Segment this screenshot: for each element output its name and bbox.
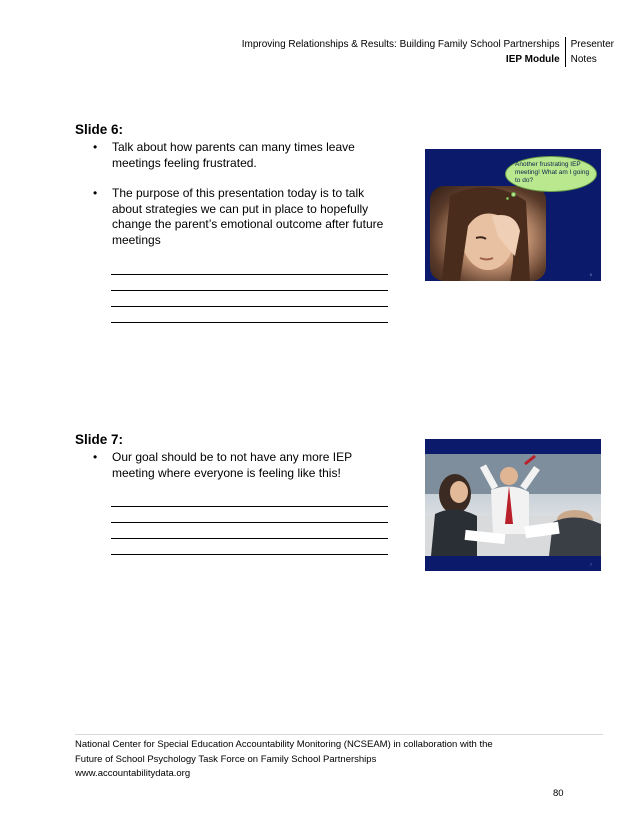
slide-6-title: Slide 6: bbox=[75, 122, 124, 137]
header-section-block bbox=[566, 37, 614, 67]
slide-6-bullet: • Talk about how parents can many times leave meetings feeling frustrated. bbox=[93, 140, 393, 171]
header-title: Improving Relationships & Results: Building Family School Partnerships bbox=[241, 39, 560, 50]
note-line bbox=[111, 491, 388, 507]
slide-7-title: Slide 7: bbox=[75, 432, 124, 447]
thought-bubble: Another frustrating IEP meeting! What am I going to do? bbox=[505, 156, 597, 192]
page-number: 80 bbox=[553, 788, 564, 799]
header-notes: Notes bbox=[570, 54, 597, 65]
footer-line-1: National Center for Special Education Accountability Monitoring (NCSEAM) in collaboration with the bbox=[75, 739, 493, 750]
note-line bbox=[111, 259, 388, 275]
footer-website: www.accountabilitydata.org bbox=[75, 768, 191, 779]
note-line bbox=[111, 539, 388, 555]
note-line bbox=[111, 275, 388, 291]
slide-7-number: 7 bbox=[589, 562, 592, 567]
slide-6-bullet: • The purpose of this presentation today is to talk about strategies we can put in place to hopefully change the parent’s emotional outcome after future meetings bbox=[93, 186, 393, 248]
header-title-block bbox=[242, 37, 566, 67]
meeting-illustration bbox=[425, 454, 601, 556]
header-presenter: Presenter bbox=[570, 39, 614, 50]
header-module: IEP Module bbox=[505, 54, 560, 65]
frustrated-meeting-photo bbox=[425, 454, 601, 556]
note-line bbox=[111, 307, 388, 323]
bubble-tail-dot bbox=[506, 197, 509, 200]
slide-6-note-lines bbox=[111, 259, 388, 323]
frustrated-woman-photo bbox=[430, 186, 546, 281]
slide-7-bullets bbox=[93, 450, 393, 481]
slide-7-thumbnail bbox=[425, 439, 601, 571]
note-line bbox=[111, 507, 388, 523]
slide-6-number: 6 bbox=[589, 272, 592, 277]
slide-7-bullet: • Our goal should be to not have any more IEP meeting where everyone is feeling like this! bbox=[93, 450, 393, 481]
bubble-tail-dot bbox=[511, 192, 516, 197]
note-line bbox=[111, 523, 388, 539]
note-line bbox=[111, 291, 388, 307]
slide-6-thumbnail bbox=[425, 149, 601, 281]
slide-6-bullets bbox=[93, 140, 393, 248]
page-footer bbox=[75, 734, 603, 782]
page-header bbox=[242, 37, 614, 67]
slide-7-note-lines bbox=[111, 491, 388, 555]
footer-line-2: Future of School Psychology Task Force on Family School Partnerships bbox=[75, 753, 377, 765]
woman-illustration bbox=[430, 186, 546, 281]
